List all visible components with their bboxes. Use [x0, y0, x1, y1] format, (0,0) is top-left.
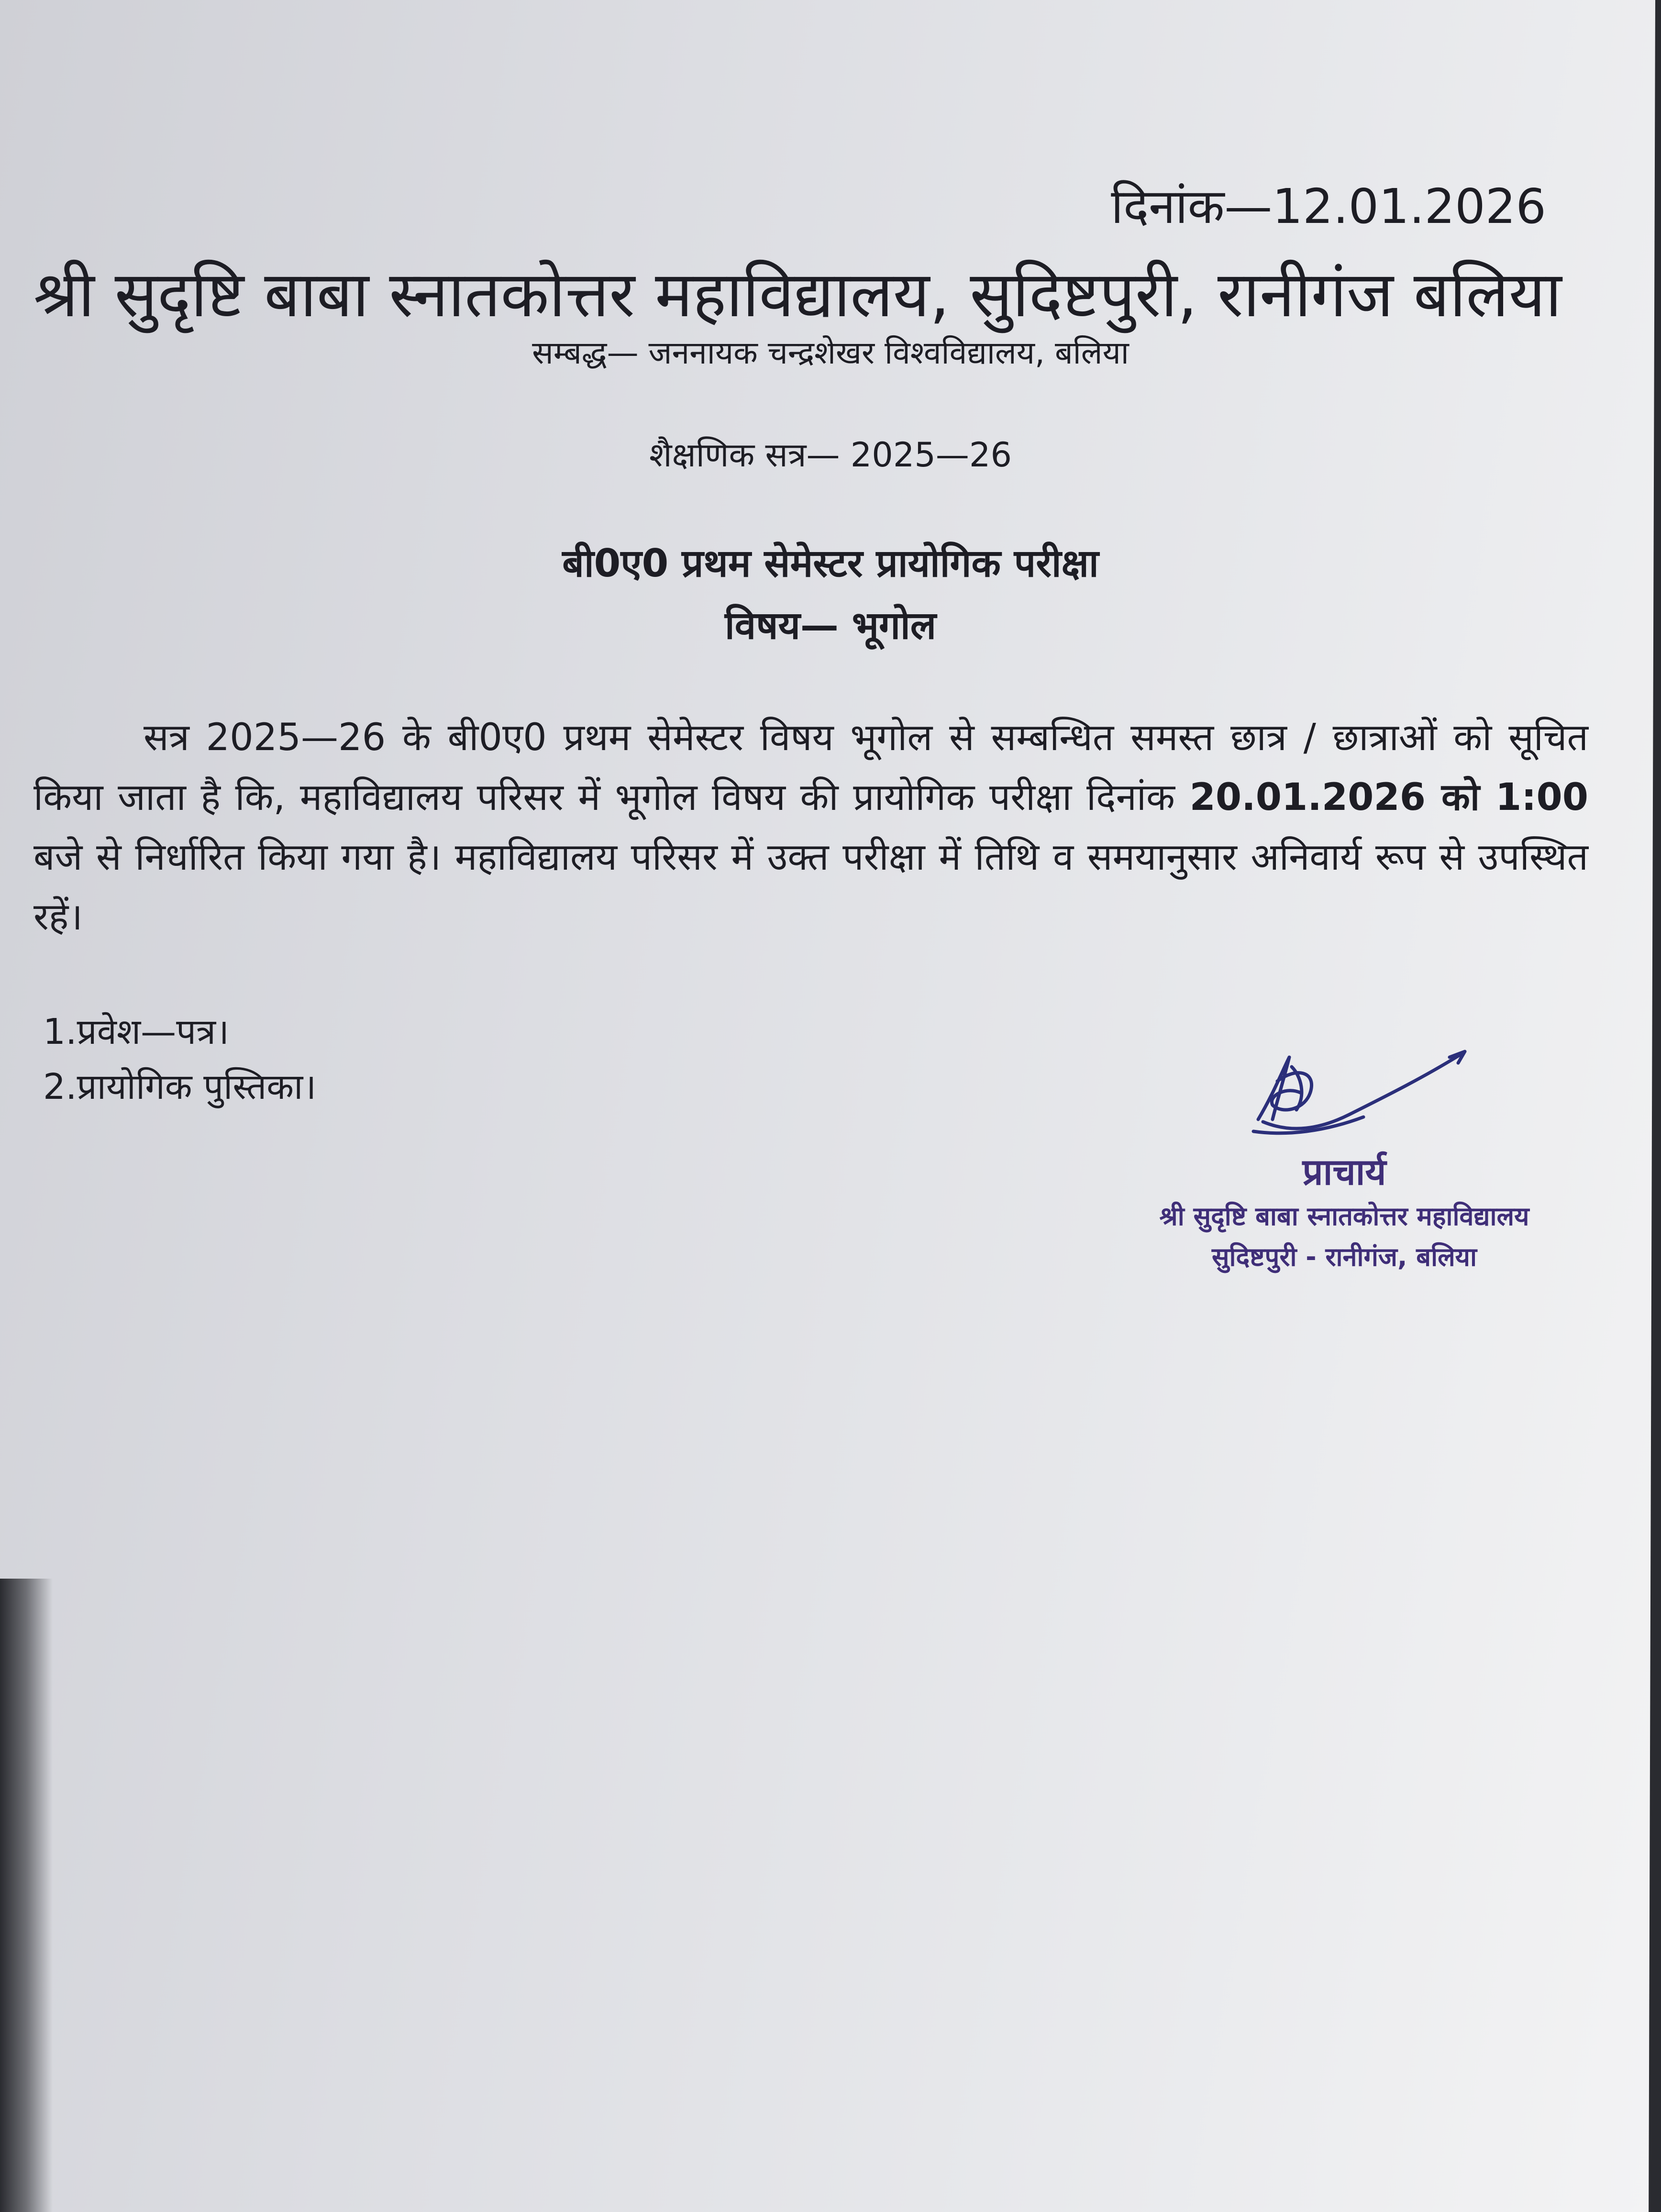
required-items-list: [43, 1005, 316, 1115]
academic-session: शैक्षणिक सत्र— 2025—26: [649, 435, 1012, 475]
principal-stamp: [1081, 1148, 1607, 1277]
affiliation-line: सम्बद्ध— जननायक चन्द्रशेखर विश्वविद्यालय, बलिया: [532, 334, 1129, 371]
notice-body-part1: सत्र 2025—26 के बी0ए0 प्रथम सेमेस्टर विषय भूगोल से सम्बन्धित समस्त छात्र / छात्राओं को सूचित किया जाता है कि, महाविद्यालय परिसर में भूगोल विषय की प्रायोगिक परीक्षा दिनांक: [33, 716, 1588, 819]
list-item: 2.प्रायोगिक पुस्तिका।: [43, 1066, 317, 1107]
principal-signature: [1244, 1038, 1473, 1153]
stamp-college-line: श्री सुदृष्टि बाबा स्नातकोत्तर महाविद्यालय: [1159, 1201, 1529, 1231]
exam-date-time: 20.01.2026 को 1:00: [1189, 776, 1588, 819]
exam-subject: विषय— भूगोल: [725, 603, 936, 648]
notice-body: [33, 708, 1588, 947]
stamp-address-line: सुदिष्टपुरी - रानीगंज, बलिया: [1211, 1242, 1477, 1272]
college-name-heading: श्री सुदृष्टि बाबा स्नातकोत्तर महाविद्यालय, सुदिष्टपुरी, रानीगंज बलिया: [33, 258, 1562, 332]
list-item: 1.प्रवेश—पत्र।: [43, 1011, 230, 1052]
notice-date: दिनांक—12.01.2026: [1111, 178, 1546, 234]
exam-title: बी0ए0 प्रथम सेमेस्टर प्रायोगिक परीक्षा: [562, 541, 1099, 586]
principal-designation: प्राचार्य: [1302, 1150, 1386, 1193]
notice-body-part2: बजे से निर्धारित किया गया है। महाविद्यालय परिसर में उक्त परीक्षा में तिथि व समयानुसार अनिवार्य रूप से उपस्थित रहें।: [33, 836, 1588, 939]
page-edge-shadow: [0, 1579, 53, 2212]
